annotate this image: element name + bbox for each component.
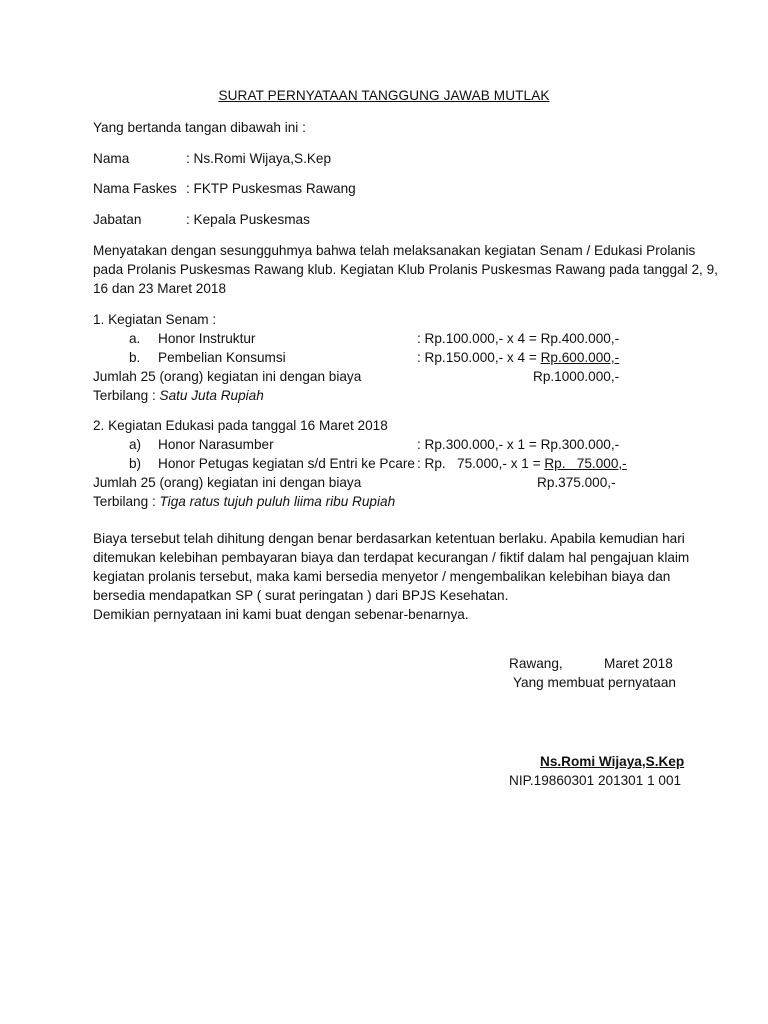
signature-name: Ns.Romi Wijaya,S.Kep <box>540 754 685 769</box>
signature-nip: NIP.19860301 201301 1 001 <box>509 773 682 788</box>
identity-label-name: Nama <box>93 151 130 166</box>
identity-value-faskes: : FKTP Puskesmas Rawang <box>186 181 356 196</box>
section1-heading: 1. Kegiatan Senam : <box>93 312 217 327</box>
statement-line: Menyatakan dengan sesungguhmya bahwa telah melaksanakan kegiatan Senam / Edukasi Prolanis <box>93 243 696 258</box>
section1-item-marker: b. <box>129 350 141 365</box>
statement-line: pada Prolanis Puskesmas Rawang klub. Kegiatan Klub Prolanis Puskesmas Rawang pada tanggal 2, 9, <box>93 262 718 277</box>
section2-item-label: Honor Narasumber <box>158 437 274 452</box>
calc-total: Rp.300.000,- <box>540 437 620 452</box>
section2-heading: 2. Kegiatan Edukasi pada tanggal 16 Maret 2018 <box>93 418 388 433</box>
section1-item-label: Honor Instruktur <box>158 331 256 346</box>
section1-item-calc <box>417 348 619 367</box>
section2-item-calc <box>417 435 619 454</box>
section2-sum-label: Jumlah 25 (orang) kegiatan ini dengan biaya <box>93 475 362 490</box>
calc-total: Rp.600.000,- <box>540 350 620 365</box>
section1-item-marker: a. <box>129 331 141 346</box>
section2-item-marker: b) <box>129 456 142 471</box>
signature-place: Rawang, <box>509 656 563 671</box>
terbilang-label: Terbilang : <box>93 388 160 403</box>
section2-item-calc <box>417 454 627 473</box>
identity-value-jabatan: : Kepala Puskesmas <box>186 212 310 227</box>
signature-date: Maret 2018 <box>604 656 673 671</box>
terbilang-value: Satu Juta Rupiah <box>159 388 264 403</box>
identity-label-jabatan: Jabatan <box>93 212 142 227</box>
statement-line: 16 dan 23 Maret 2018 <box>93 281 227 296</box>
document-title: SURAT PERNYATAAN TANGGUNG JAWAB MUTLAK <box>218 88 550 103</box>
closing-line: Demikian pernyataan ini kami buat dengan sebenar-benarnya. <box>93 607 469 622</box>
section1-terbilang <box>93 386 264 405</box>
intro-text: Yang bertanda tangan dibawah ini : <box>93 120 306 135</box>
section1-item-calc <box>417 329 619 348</box>
section2-sum-value: Rp.375.000,- <box>537 475 616 490</box>
calc-prefix: : Rp.100.000,- x 4 = <box>417 331 541 346</box>
identity-label-faskes: Nama Faskes <box>93 181 177 196</box>
calc-prefix: : Rp.300.000,- x 1 = <box>417 437 541 452</box>
calc-prefix: : Rp.150.000,- x 4 = <box>417 350 541 365</box>
section1-sum-value: Rp.1000.000,- <box>533 369 620 384</box>
identity-value-name: : Ns.Romi Wijaya,S.Kep <box>186 151 332 166</box>
closing-line: ditemukan kelebihan pembayaran biaya dan terdapat kecurangan / fiktif dalam hal pengajuan klaim <box>93 550 690 565</box>
section2-terbilang <box>93 492 395 511</box>
section2-item-marker: a) <box>129 437 142 452</box>
terbilang-value: Tiga ratus tujuh puluh liima ribu Rupiah <box>159 494 396 509</box>
closing-line: Biaya tersebut telah dihitung dengan benar berdasarkan ketentuan berlaku. Apabila kemudian hari <box>93 531 685 546</box>
closing-line: bersedia mendapatkan SP ( surat peringatan ) dari BPJS Kesehatan. <box>93 588 509 603</box>
signature-role: Yang membuat pernyataan <box>513 675 676 690</box>
section2-item-label: Honor Petugas kegiatan s/d Entri ke Pcare <box>158 456 415 471</box>
section1-sum-label: Jumlah 25 (orang) kegiatan ini dengan biaya <box>93 369 362 384</box>
calc-prefix: : Rp. 75.000,- x 1 = <box>417 456 545 471</box>
section1-item-label: Pembelian Konsumsi <box>158 350 286 365</box>
calc-total: Rp. 75.000,- <box>544 456 627 471</box>
closing-line: kegiatan prolanis tersebut, maka kami bersedia menyetor / mengembalikan kelebihan biaya dan <box>93 569 671 584</box>
calc-total: Rp.400.000,- <box>540 331 620 346</box>
terbilang-label: Terbilang : <box>93 494 160 509</box>
